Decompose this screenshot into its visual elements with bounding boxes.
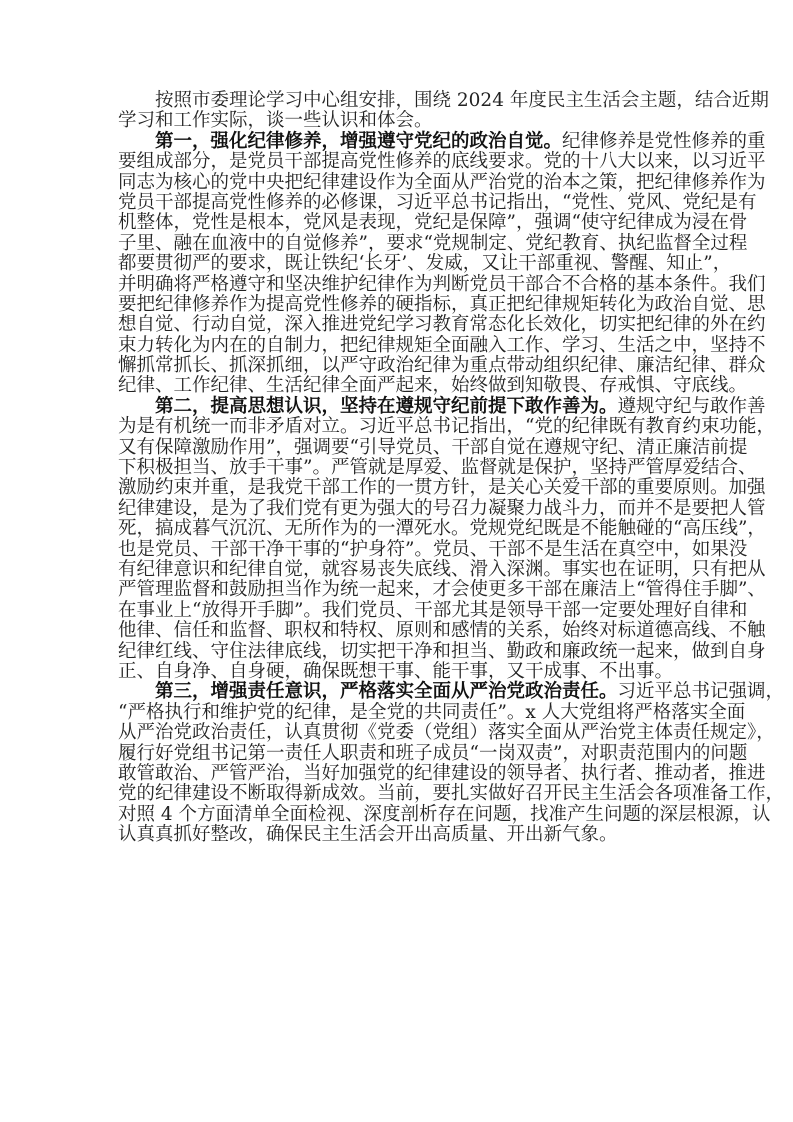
body-text: 又有保障激励作用”，强调要“引导党员、干部自觉在遵规守纪、清正廉洁前提 [118, 436, 748, 458]
text-line [118, 599, 748, 621]
body-text: 懈抓常抓长、抓深抓细，以严守政治纪律为重点带动组织纪律、廉洁纪律、群众 [118, 355, 766, 377]
text-line [118, 355, 766, 377]
text-line [118, 436, 748, 458]
text-line [118, 803, 771, 825]
body-text: 对照 4 个方面清单全面检视、深度剖析存在问题，找准产生问题的深层根源，认 [118, 803, 771, 825]
text-line [118, 662, 681, 682]
text-line [118, 579, 766, 601]
body-text: 他律、信任和监督、职权和特权、原则和感情的关系，始终对标道德高线、不触 [118, 620, 766, 642]
text-line [118, 825, 681, 845]
body-text: 严管理监督和鼓励担当作为统一起来，才会使更多干部在廉洁上“管得住手脚”、 [118, 579, 766, 601]
text-line [118, 538, 748, 560]
text-line [118, 151, 766, 173]
body-text: 正、自身净、自身硬，确保既想干事、能干事，又干成事、不出事。 [118, 660, 674, 682]
document-page [118, 90, 785, 846]
body-text: 下积极担当、放手干事”。严管就是厚爱、监督就是保护，坚持严管厚爱结合、 [118, 457, 757, 479]
body-text: 按照市委理论学习中心组安排，围绕 2024 年度民主生活会主题，结合近期 [155, 90, 769, 111]
text-line [118, 742, 748, 764]
text-line [118, 253, 732, 275]
text-line [118, 395, 766, 417]
body-text: 束力转化为内在的自制力，把纪律规矩全面融入工作、学习、生活之中，坚持不 [118, 334, 766, 356]
body-text: 纪律修养是党性修养的重 [562, 130, 766, 152]
body-text: 认真真抓好整改，确保民主生活会开出高质量、开出新气象。 [118, 824, 618, 846]
body-text: 党员干部提高党性修养的必修课，习近平总书记指出，“党性、党风、党纪是有 [118, 191, 757, 213]
text-line [118, 273, 766, 295]
text-line [118, 314, 766, 336]
body-text: 想自觉、行动自觉，深入推进党纪学习教育常态化长效化，切实把纪律的外在约 [118, 314, 766, 336]
body-text: 机整体，党性是根本，党风是表现，党纪是保障”，强调“使守纪律成为浸在骨 [118, 212, 748, 234]
text-line [118, 111, 681, 131]
body-text: “严格执行和维护党的纪律，是全党的共同责任”。x 人大党组将严格落实全面 [118, 701, 746, 723]
text-line [118, 457, 757, 479]
text-line [118, 681, 785, 703]
body-text: 子里、融在血液中的自觉修养”，要求“党规制定、党纪教育、执纪监督全过程 [118, 232, 748, 254]
paragraph [118, 90, 769, 132]
body-text: 要把纪律修养作为提高党性修养的硬指标，真正把纪律规矩转化为政治自觉、思 [118, 293, 766, 315]
body-text: 同志为核心的党中央把纪律建设作为全面从严治党的治本之策，把纪律修养作为 [118, 171, 766, 193]
text-line [118, 783, 785, 805]
text-line [118, 497, 766, 519]
body-text: 激励约束并重，是我党干部工作的一贯方针，是关心关爱干部的重要原则。加强 [118, 477, 766, 499]
section-heading: 第二，提高思想认识，坚持在遵规守纪前提下敢作善为。 [155, 395, 618, 417]
text-line [118, 701, 746, 723]
section-heading: 第三，增强责任意识，严格落实全面从严治党政治责任。 [155, 681, 618, 703]
body-text: 有纪律意识和纪律自觉，就容易丧失底线、滑入深渊。事实也在证明，只有把从 [118, 558, 766, 580]
body-text: 从严治党政治责任，认真贯彻《党委（党组）落实全面从严治党主体责任规定》， [118, 722, 775, 744]
text-line [118, 130, 766, 152]
text-line [118, 640, 766, 662]
section-heading: 第一，强化纪律修养，增强遵守党纪的政治自觉。 [155, 130, 563, 152]
text-line [118, 212, 748, 234]
text-line [118, 293, 766, 315]
text-line [118, 762, 766, 784]
body-text: 学习和工作实际，谈一些认识和体会。 [118, 110, 433, 132]
body-text: 也是党员、干部干净干事的“护身符”。党员、干部不是生活在真空中，如果没 [118, 538, 748, 560]
text-line [118, 334, 766, 356]
paragraph [118, 130, 766, 397]
body-text: 敢管敢治、严管严治，当好加强党的纪律建设的领导者、执行者、推动者，推进 [118, 762, 766, 784]
text-line [118, 191, 757, 213]
paragraph [118, 681, 785, 846]
text-line [118, 416, 775, 438]
body-text: 习近平总书记强调， [617, 681, 785, 703]
text-line [118, 518, 766, 540]
body-text: 履行好党组书记第一责任人职责和班子成员“一岗双责”，对职责范围内的问题 [118, 742, 748, 764]
body-text: 纪律建设，是为了我们党有更为强大的号召力凝聚力战斗力，而并不是要把人管 [118, 497, 766, 519]
text-line [118, 477, 766, 499]
body-text: 纪律、工作纪律、生活纪律全面严起来，始终做到知敬畏、存戒惧、守底线。 [118, 375, 748, 397]
text-line [118, 620, 766, 642]
body-text: 并明确将严格遵守和坚决维护纪律作为判断党员干部合不合格的基本条件。我们 [118, 273, 766, 295]
body-text: 死，搞成暮气沉沉、无所作为的一潭死水。党规党纪既是不能触碰的“高压线”， [118, 518, 766, 540]
text-line [118, 171, 766, 193]
body-text: 要组成部分，是党员干部提高党性修养的底线要求。党的十八大以来，以习近平 [118, 151, 766, 173]
paragraph [118, 395, 775, 682]
text-line [118, 375, 748, 397]
text-line [118, 90, 769, 111]
body-text: 遵规守纪与敢作善 [617, 395, 766, 417]
body-text: 在事业上“放得开手脚”。我们党员、干部尤其是领导干部一定要处理好自律和 [118, 599, 748, 621]
body-text: 党的纪律建设不断取得新成效。当前，要扎实做好召开民主生活会各项准备工作， [118, 783, 785, 805]
text-line [118, 558, 766, 580]
text-line [118, 232, 748, 254]
body-text: 都要贯彻严的要求，既让铁纪‘长牙’、发威，又让干部重视、警醒、知止”， [118, 253, 732, 275]
body-text: 为是有机统一而非矛盾对立。习近平总书记指出，“党的纪律既有教育约束功能， [118, 416, 775, 438]
body-text: 纪律红线、守住法律底线，切实把干净和担当、勤政和廉政统一起来，做到自身 [118, 640, 766, 662]
text-line [118, 722, 775, 744]
